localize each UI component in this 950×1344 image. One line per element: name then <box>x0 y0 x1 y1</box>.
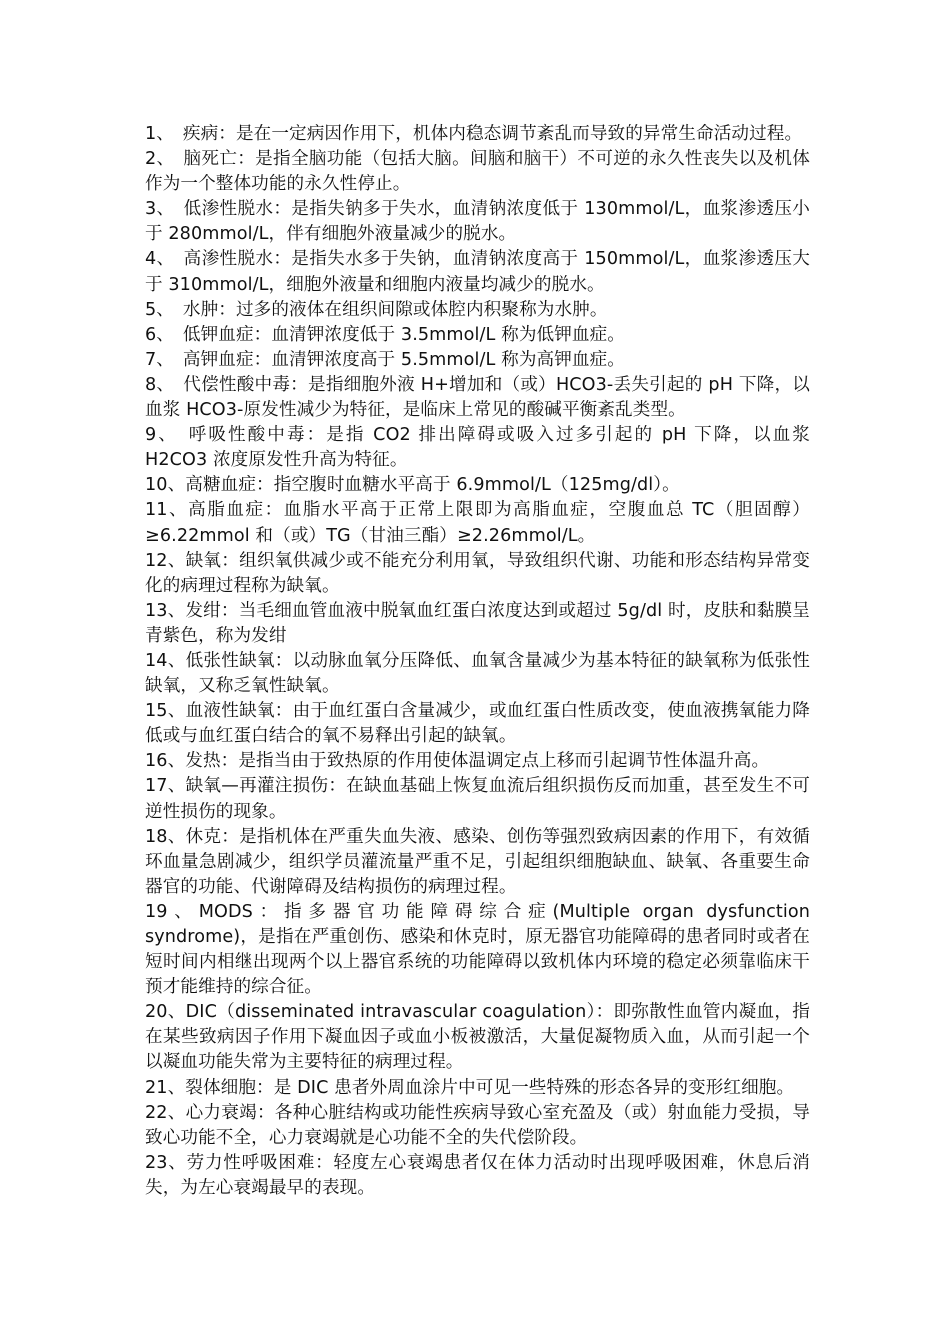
entry-7: 7、 高钾血症：血清钾浓度高于 5.5mmol/L 称为高钾血症。 <box>145 349 625 370</box>
entry-22: 22、心力衰竭：各种心脏结构或功能性疾病导致心室充盈及（或）射血能力受损，导致心功能不全，心力衰竭就是心功能不全的失代偿阶段。 <box>145 1102 810 1148</box>
entry-16: 16、发热：是指当由于致热原的作用使体温调定点上移而引起调节性体温升高。 <box>145 751 770 772</box>
entry-8: 8、 代偿性酸中毒：是指细胞外液 H+增加和（或）HCO3-丢失引起的 pH 下降，以血浆 HCO3-原发性减少为特征，是临床上常见的酸碱平衡紊乱类型。 <box>145 374 810 421</box>
entry-18: 18、休克：是指机体在严重失血失液、感染、创伤等强烈致病因素的作用下，有效循环血量急剧减少，组织学员灌流量严重不足，引起组织细胞缺血、缺氧、各重要生命器官的功能、代谢障碍及结构损伤的病理过程。 <box>145 826 810 897</box>
definitions-list <box>145 122 810 1201</box>
entry-21: 21、裂体细胞：是 DIC 患者外周血涂片中可见一些特殊的形态各异的变形红细胞。 <box>145 1077 795 1098</box>
entry-6: 6、 低钾血症：血清钾浓度低于 3.5mmol/L 称为低钾血症。 <box>145 324 625 345</box>
entry-20: 20、DIC（disseminated intravascular coagulation）：即弥散性血管内凝血，指在某些致病因子作用下凝血因子或血小板被激活，大量促凝物质入血，从而引起一个以凝血功能失常为主要特征的病理过程。 <box>145 1002 810 1073</box>
entry-19: 19、MODS：指多器官功能障碍综合症(Multiple organ dysfunction syndrome)，是指在严重创伤、感染和休克时，原无器官功能障碍的患者同时或者在短时间内相继出现两个以上器官系统的功能障碍以致机体内环境的稳定必须靠临床干预才能维持的综合征。 <box>145 901 810 998</box>
entry-5: 5、 水肿：过多的液体在组织间隙或体腔内积聚称为水肿。 <box>145 299 608 320</box>
entry-10: 10、高糖血症：指空腹时血糖水平高于 6.9mmol/L（125mg/dl）。 <box>145 475 680 496</box>
entry-13: 13、发绀：当毛细血管血液中脱氧血红蛋白浓度达到或超过 5g/dl 时，皮肤和黏膜呈青紫色，称为发绀 <box>145 600 810 646</box>
entry-11: 11、高脂血症：血脂水平高于正常上限即为高脂血症，空腹血总 TC（胆固醇）≥6.22mmol 和（或）TG（甘油三酯）≥2.26mmol/L。 <box>145 500 810 546</box>
entry-4: 4、 高渗性脱水：是指失水多于失钠，血清钠浓度高于 150mmol/L，血浆渗透压大于 310mmol/L，细胞外液量和细胞内液量均减少的脱水。 <box>145 249 810 295</box>
entry-15: 15、血液性缺氧：由于血红蛋白含量减少，或血红蛋白性质改变，使血液携氧能力降低或与血红蛋白结合的氧不易释出引起的缺氧。 <box>145 701 810 747</box>
entry-1: 1、 疾病：是在一定病因作用下，机体内稳态调节紊乱而导致的异常生命活动过程。 <box>145 124 803 144</box>
entry-17: 17、缺氧—再灌注损伤：在缺血基础上恢复血流后组织损伤反而加重，甚至发生不可逆性损伤的现象。 <box>145 776 810 822</box>
entry-9: 9、 呼吸性酸中毒：是指 CO2 排出障碍或吸入过多引起的 pH 下降，以血浆 H2CO3 浓度原发性升高为特征。 <box>145 425 810 471</box>
entry-23: 23、劳力性呼吸困难：轻度左心衰竭患者仅在体力活动时出现呼吸困难，休息后消失，为左心衰竭最早的表现。 <box>145 1152 810 1198</box>
entry-12: 12、缺氧：组织氧供减少或不能充分利用氧，导致组织代谢、功能和形态结构异常变化的病理过程称为缺氧。 <box>145 550 810 596</box>
entry-14: 14、低张性缺氧：以动脉血氧分压降低、血氧含量减少为基本特征的缺氧称为低张性缺氧，又称乏氧性缺氧。 <box>145 650 810 697</box>
entry-3: 3、 低渗性脱水：是指失钠多于失水，血清钠浓度低于 130mmol/L，血浆渗透压小于 280mmol/L，伴有细胞外液量减少的脱水。 <box>145 199 810 245</box>
entry-2: 2、 脑死亡：是指全脑功能（包括大脑。间脑和脑干）不可逆的永久性丧失以及机体作为一个整体功能的永久性停止。 <box>145 149 810 195</box>
